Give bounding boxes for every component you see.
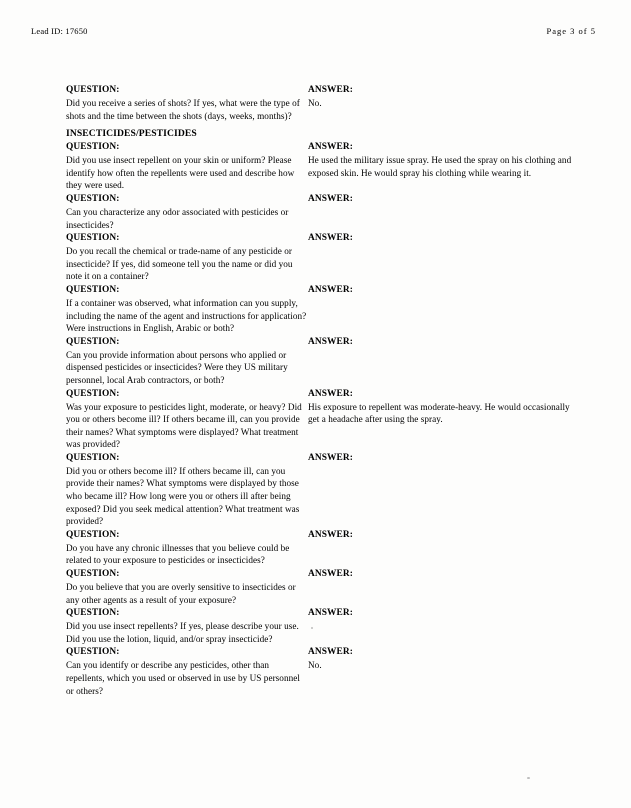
answer-label: ANSWER: [308, 85, 353, 95]
qa-body [56, 84, 576, 698]
answer-cell [308, 284, 573, 297]
answer-label: ANSWER: [308, 529, 353, 540]
qa-row [56, 284, 576, 335]
question-cell [56, 388, 308, 451]
question-text: Do you believe that you are overly sensitive to insecticides or any other agents as a result of your exposure? [66, 582, 296, 605]
question-label: QUESTION: [66, 452, 120, 463]
qa-row [56, 193, 576, 231]
question-label: QUESTION: [66, 233, 120, 244]
answer-cell [308, 568, 573, 581]
question-text: Did you or others become ill? If others became ill, can you provide their names? What symptoms were displayed by those who became ill? How long were you or others ill after being exposed? Did you seek medical attention? What treatment was provided? [66, 465, 300, 527]
qa-row [56, 568, 576, 606]
answer-cell [308, 607, 573, 620]
question-cell [56, 529, 308, 567]
answer-cell [308, 336, 573, 349]
scan-speck [311, 627, 313, 629]
page-number: Page 3 of 5 [546, 26, 596, 36]
question-text: Did you use insect repellent on your skin or uniform? Please identify how often the repellents were used and describe how they were used. [66, 155, 295, 191]
answer-cell [308, 232, 573, 245]
question-label: QUESTION: [66, 569, 120, 580]
question-cell [56, 193, 308, 231]
question-label: QUESTION: [66, 284, 120, 295]
answer-cell [308, 388, 573, 426]
question-text: Can you identify or describe any pesticides, other than repellents, which you used or observed in use by US personnel or others? [66, 660, 300, 696]
answer-label: ANSWER: [308, 284, 353, 295]
qa-row [56, 452, 576, 528]
question-cell [56, 84, 308, 122]
answer-label: ANSWER: [308, 452, 353, 463]
question-text: Do you have any chronic illnesses that you believe could be related to your exposure to pesticides or insecticides? [66, 542, 290, 566]
question-cell [56, 141, 308, 192]
question-label: QUESTION: [66, 336, 120, 347]
question-text: Do you recall the chemical or trade-name of any pesticide or insecticide? If yes, did someone tell you the name or did you note it on a container? [66, 246, 293, 282]
question-text: Can you characterize any odor associated with pesticides or insecticides? [66, 206, 289, 230]
answer-label: ANSWER: [308, 388, 353, 399]
question-cell [56, 607, 308, 645]
question-cell [56, 452, 308, 528]
question-label: QUESTION: [66, 85, 120, 95]
answer-text: No. [308, 98, 322, 108]
question-text: Did you use insect repellents? If yes, please describe your use. Did you use the lotion, liquid, and/or spray insecticide? [66, 621, 299, 644]
question-text: Was your exposure to pesticides light, moderate, or heavy? Did you or others become ill? If others became ill, can you provide their names? What symptoms were displayed? What treatment was provided? [66, 401, 302, 450]
question-text: Can you provide information about persons who applied or dispensed pesticides or insecticides? Were they US military personnel, local Arab contractors, or both? [66, 349, 288, 385]
question-label: QUESTION: [66, 193, 120, 204]
question-cell [56, 284, 308, 335]
qa-row [56, 336, 576, 387]
answer-cell [308, 141, 573, 179]
qa-row [56, 388, 576, 451]
answer-label: ANSWER: [308, 336, 353, 347]
answer-label: ANSWER: [308, 608, 353, 619]
answer-cell [308, 452, 573, 465]
section-heading: INSECTICIDES/PESTICIDES [66, 128, 197, 140]
answer-cell [308, 84, 573, 110]
answer-cell [308, 193, 573, 206]
question-text: Did you receive a series of shots? If yes, what were the type of shots and the time between the shots (days, weeks, months)? [66, 98, 300, 121]
answer-cell [308, 646, 573, 672]
lead-id: Lead ID: 17650 [31, 26, 88, 36]
answer-label: ANSWER: [308, 647, 353, 658]
answer-label: ANSWER: [308, 142, 353, 153]
answer-text: No. [308, 660, 322, 671]
qa-row [56, 529, 576, 567]
answer-text: He used the military issue spray. He used the spray on his clothing and exposed skin. He would spray his clothing while wearing it. [308, 155, 572, 178]
scan-speck [527, 777, 530, 779]
answer-label: ANSWER: [308, 193, 353, 204]
question-label: QUESTION: [66, 142, 120, 153]
answer-cell [308, 529, 573, 542]
question-cell [56, 336, 308, 387]
question-cell [56, 568, 308, 606]
question-text: If a container was observed, what information can you supply, including the name of the agent and instructions for application? Were instructions in English, Arabic or both? [66, 297, 307, 334]
question-label: QUESTION: [66, 647, 120, 658]
qa-row [56, 84, 576, 122]
question-label: QUESTION: [66, 529, 120, 540]
answer-label: ANSWER: [308, 233, 353, 244]
question-label: QUESTION: [66, 388, 120, 399]
question-label: QUESTION: [66, 608, 120, 619]
qa-row [56, 646, 576, 697]
answer-text: His exposure to repellent was moderate-heavy. He would occasionally get a headache after using the spray. [308, 401, 570, 425]
question-cell [56, 646, 308, 697]
qa-row [56, 141, 576, 192]
question-cell [56, 232, 308, 283]
answer-label: ANSWER: [308, 569, 353, 580]
qa-row [56, 607, 576, 645]
page-header [0, 26, 631, 42]
qa-row [56, 232, 576, 283]
